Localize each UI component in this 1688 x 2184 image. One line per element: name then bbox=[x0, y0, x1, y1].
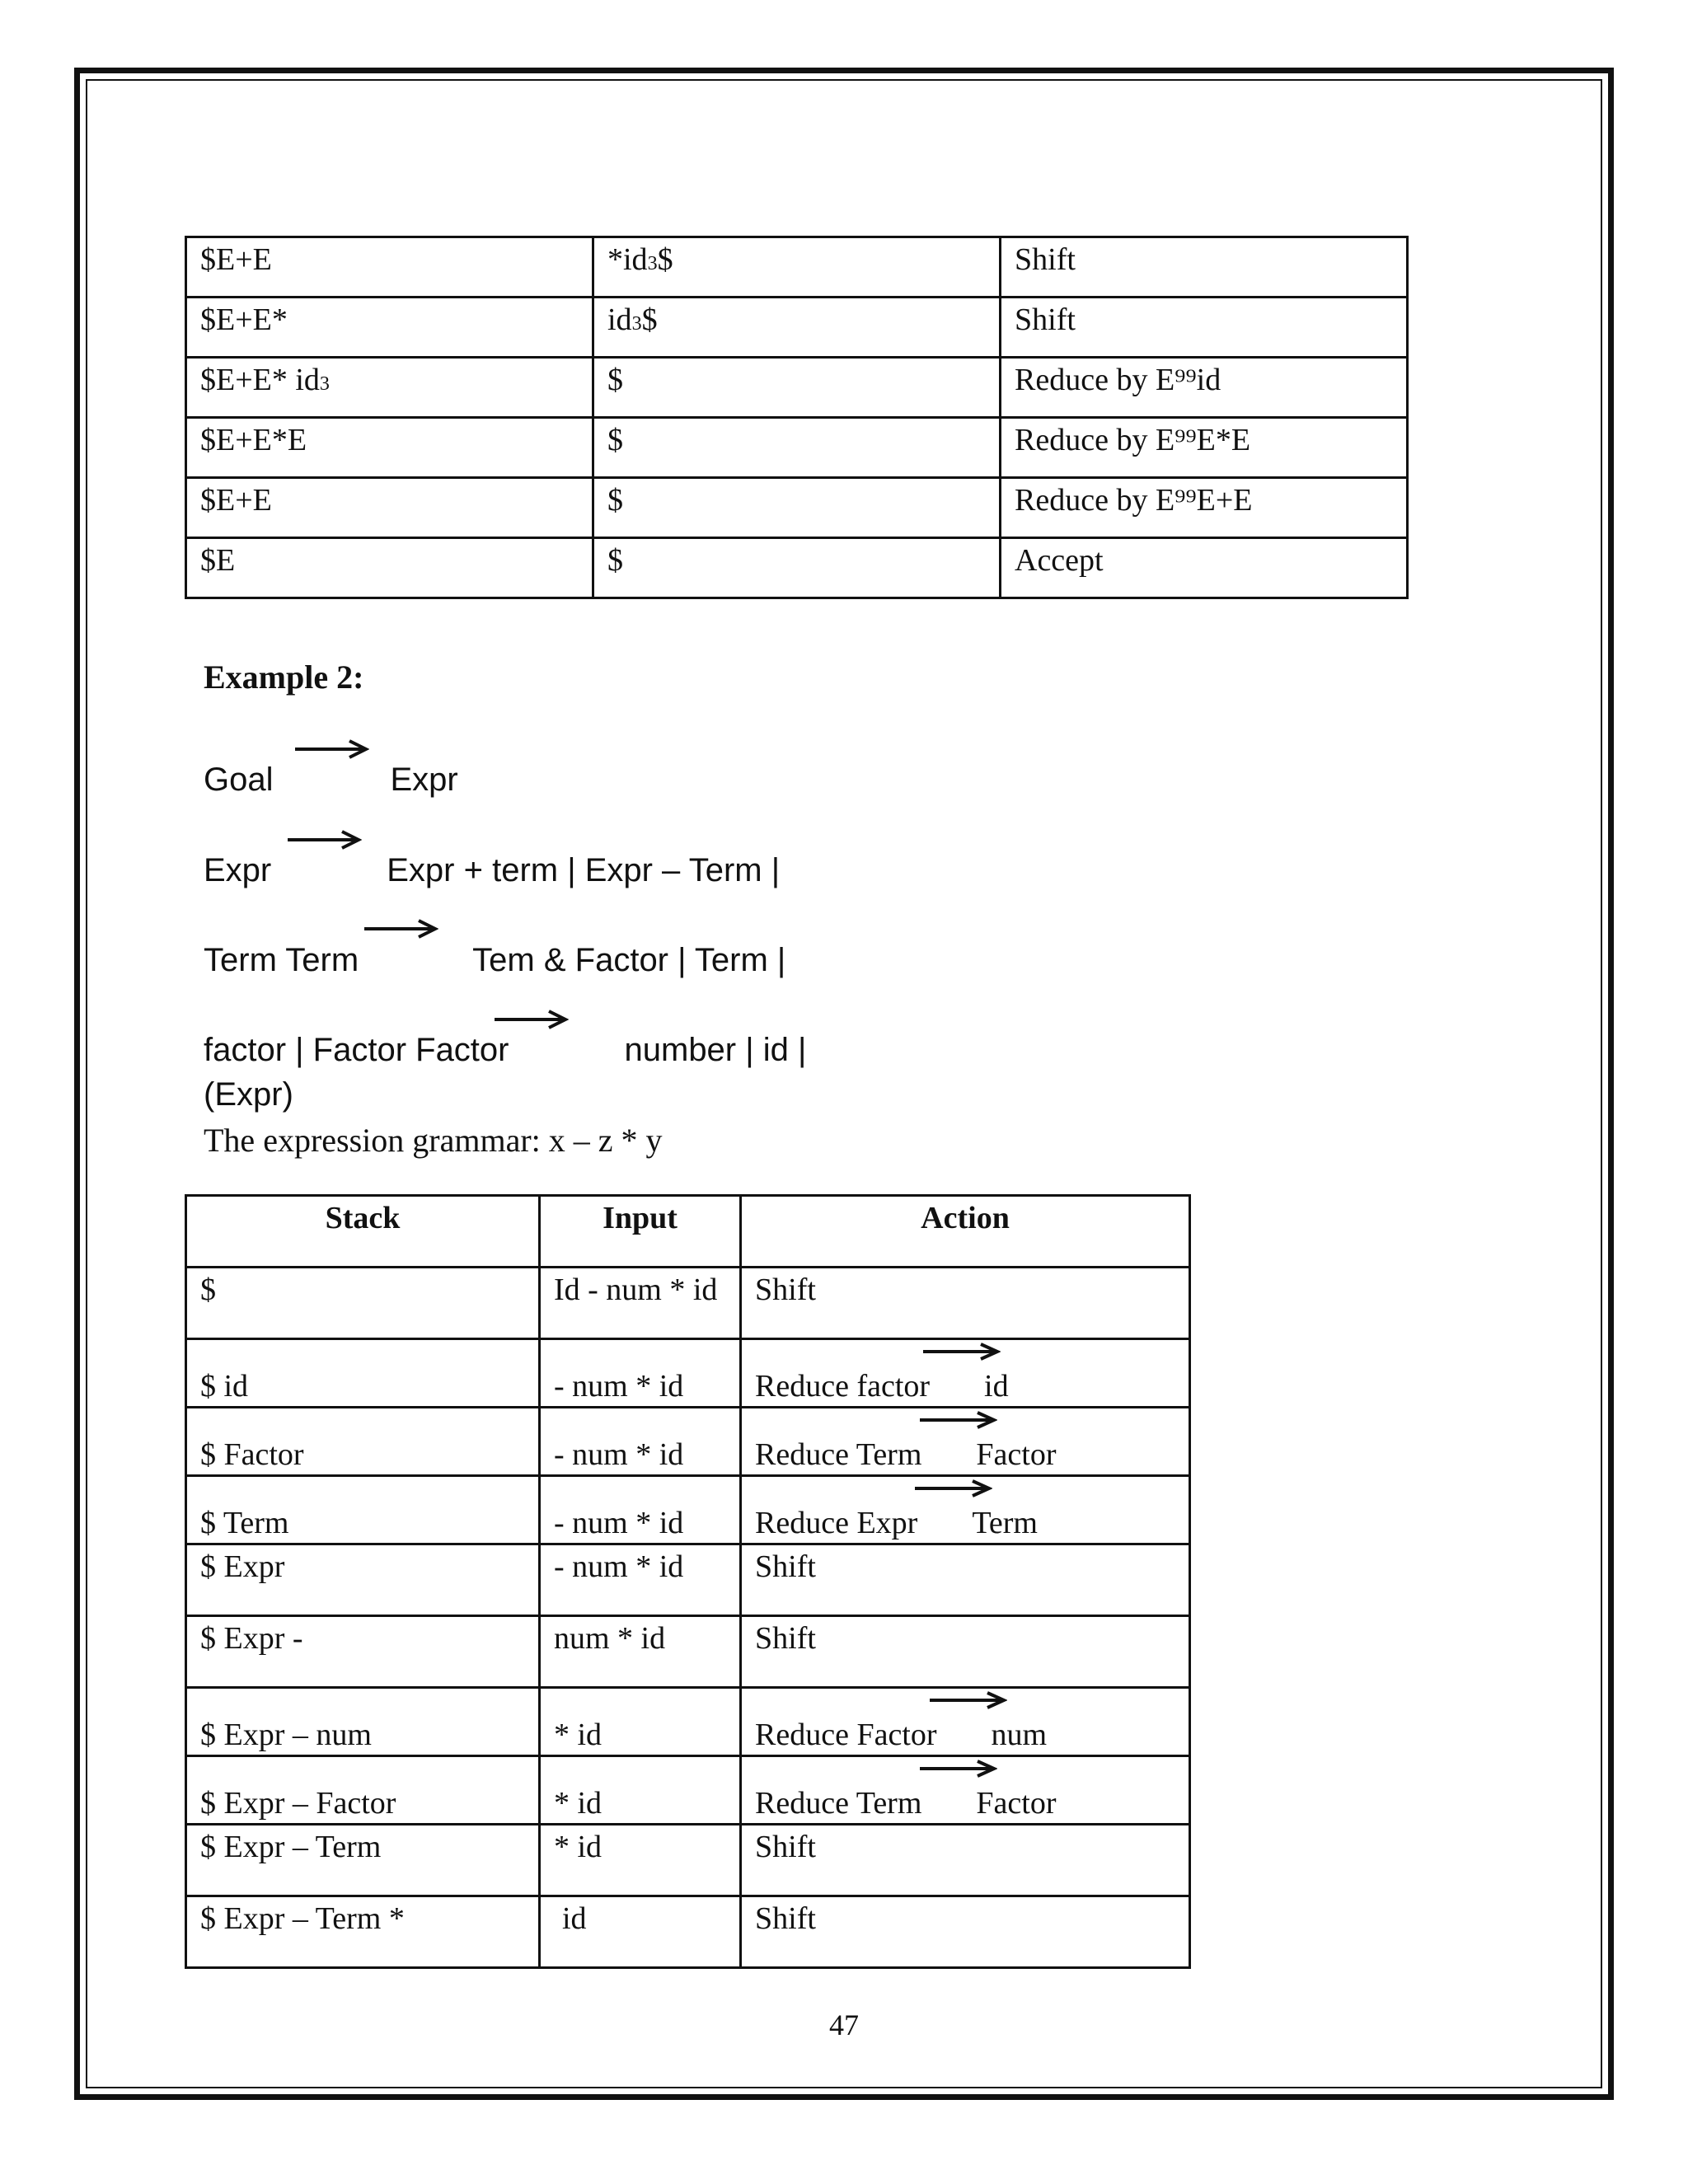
reduce-target: Factor bbox=[976, 1437, 1057, 1473]
production-lhs: factor | Factor Factor bbox=[204, 1032, 509, 1068]
action-cell: Shift bbox=[741, 1825, 1190, 1896]
example-heading: Example 2: bbox=[204, 658, 364, 696]
table-row bbox=[186, 1896, 1190, 1968]
stack-cell: $ Factor bbox=[186, 1408, 540, 1476]
table-row bbox=[186, 1408, 1190, 1476]
table-row bbox=[186, 358, 1408, 418]
input-cell: - num * id bbox=[540, 1544, 741, 1616]
reduce-target: Term bbox=[972, 1506, 1038, 1541]
arrow-icon bbox=[363, 918, 438, 940]
input-cell: id bbox=[540, 1896, 741, 1968]
input-cell: - num * id bbox=[540, 1408, 741, 1476]
table-row bbox=[186, 478, 1408, 538]
grammar-continuation: (Expr) bbox=[204, 1076, 293, 1113]
input-cell: * id bbox=[540, 1756, 741, 1825]
input-cell: * id bbox=[540, 1688, 741, 1756]
expression-caption: The expression grammar: x – z * y bbox=[204, 1122, 663, 1159]
stack-cell: $E+E bbox=[186, 237, 593, 298]
table-row bbox=[186, 1688, 1190, 1756]
input-cell: * id bbox=[540, 1825, 741, 1896]
input-cell: $ bbox=[593, 358, 1001, 418]
production-lhs: Term Term bbox=[204, 942, 359, 978]
parse-table-1 bbox=[185, 236, 1409, 599]
header-stack: Stack bbox=[186, 1196, 540, 1268]
table-row bbox=[186, 298, 1408, 358]
input-cell: num * id bbox=[540, 1616, 741, 1688]
action-cell: Reduce by E⁹⁹E+E bbox=[1001, 478, 1408, 538]
stack-cell: $ Expr - bbox=[186, 1616, 540, 1688]
stack-cell: $ Expr bbox=[186, 1544, 540, 1616]
table-row bbox=[186, 418, 1408, 478]
reduce-target: id bbox=[984, 1369, 1009, 1404]
arrow-icon bbox=[928, 1690, 1007, 1710]
stack-cell: $ Expr – Factor bbox=[186, 1756, 540, 1825]
arrow-icon bbox=[913, 1479, 992, 1498]
arrow-icon bbox=[493, 1009, 569, 1030]
table-row bbox=[186, 1825, 1190, 1896]
input-cell: Id - num * id bbox=[540, 1268, 741, 1339]
stack-cell: $E+E*E bbox=[186, 418, 593, 478]
production-rhs: Expr + term | Expr – Term | bbox=[387, 852, 781, 888]
table-row bbox=[186, 237, 1408, 298]
table-row bbox=[186, 1616, 1190, 1688]
grammar-line-factor bbox=[204, 1032, 806, 1069]
reduce-target: Factor bbox=[976, 1786, 1057, 1821]
action-cell: Accept bbox=[1001, 538, 1408, 598]
grammar-line-goal bbox=[204, 762, 458, 799]
arrow-icon bbox=[918, 1410, 997, 1430]
production-lhs: Expr bbox=[204, 852, 272, 888]
action-cell: Reduce by E⁹⁹id bbox=[1001, 358, 1408, 418]
stack-cell: $E bbox=[186, 538, 593, 598]
stack-cell: $ Expr – num bbox=[186, 1688, 540, 1756]
table-row bbox=[186, 1756, 1190, 1825]
stack-cell: $ id bbox=[186, 1339, 540, 1408]
input-cell: $ bbox=[593, 418, 1001, 478]
input-cell: id3$ bbox=[593, 298, 1001, 358]
production-rhs: Tem & Factor | Term | bbox=[472, 942, 786, 978]
header-input: Input bbox=[540, 1196, 741, 1268]
action-cell: Reduce by E⁹⁹E*E bbox=[1001, 418, 1408, 478]
action-cell: Reduce factor id bbox=[741, 1339, 1190, 1408]
production-lhs: Goal bbox=[204, 762, 274, 798]
stack-cell: $E+E bbox=[186, 478, 593, 538]
stack-cell: $E+E* id3 bbox=[186, 358, 593, 418]
table-header-row bbox=[186, 1196, 1190, 1268]
action-cell: Reduce Factor num bbox=[741, 1688, 1190, 1756]
stack-cell: $ bbox=[186, 1268, 540, 1339]
action-cell: Shift bbox=[741, 1544, 1190, 1616]
page-number: 47 bbox=[829, 2008, 859, 2041]
reduce-target: num bbox=[991, 1718, 1048, 1753]
stack-cell: $ Term bbox=[186, 1476, 540, 1544]
input-cell: $ bbox=[593, 478, 1001, 538]
table-row bbox=[186, 1339, 1190, 1408]
stack-cell: $ Expr – Term * bbox=[186, 1896, 540, 1968]
stack-cell: $E+E* bbox=[186, 298, 593, 358]
stack-cell: $ Expr – Term bbox=[186, 1825, 540, 1896]
action-cell: Shift bbox=[741, 1616, 1190, 1688]
input-cell: - num * id bbox=[540, 1339, 741, 1408]
input-cell: $ bbox=[593, 538, 1001, 598]
grammar-line-expr bbox=[204, 852, 780, 889]
table-row bbox=[186, 1544, 1190, 1616]
arrow-icon bbox=[921, 1342, 1001, 1361]
action-cell: Shift bbox=[1001, 237, 1408, 298]
input-cell: - num * id bbox=[540, 1476, 741, 1544]
grammar-line-term bbox=[204, 942, 785, 979]
header-action: Action bbox=[741, 1196, 1190, 1268]
production-rhs: number | id | bbox=[624, 1032, 807, 1068]
action-cell: Shift bbox=[1001, 298, 1408, 358]
arrow-icon bbox=[286, 829, 362, 851]
action-cell: Shift bbox=[741, 1268, 1190, 1339]
arrow-icon bbox=[918, 1759, 997, 1779]
input-cell: *id3$ bbox=[593, 237, 1001, 298]
action-cell: Reduce Term Factor bbox=[741, 1408, 1190, 1476]
action-cell: Shift bbox=[741, 1896, 1190, 1968]
production-rhs: Expr bbox=[390, 762, 458, 798]
action-cell: Reduce Expr Term bbox=[741, 1476, 1190, 1544]
table-row bbox=[186, 538, 1408, 598]
action-cell: Reduce Term Factor bbox=[741, 1756, 1190, 1825]
table-row bbox=[186, 1476, 1190, 1544]
parse-table-2 bbox=[185, 1194, 1191, 1969]
arrow-icon bbox=[293, 738, 369, 760]
table-row bbox=[186, 1268, 1190, 1339]
